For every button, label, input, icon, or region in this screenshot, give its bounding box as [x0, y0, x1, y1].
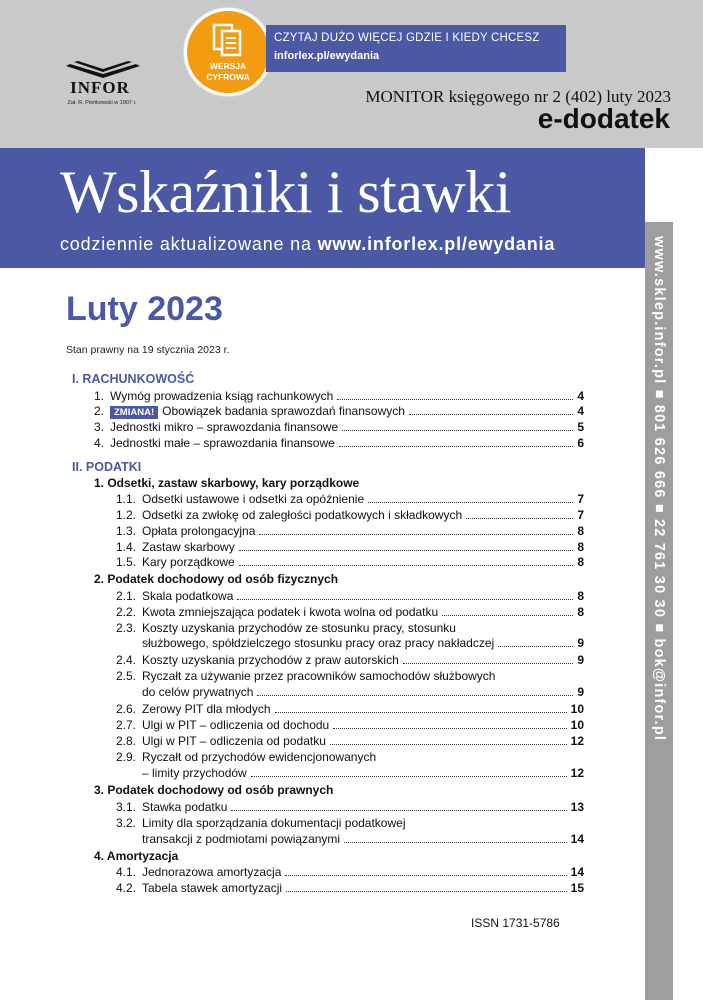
entry-number: 1. [94, 389, 105, 403]
entry-page: 8 [577, 605, 584, 619]
toc-entry[interactable] [116, 540, 584, 555]
entry-title: Skala podatkowa [142, 589, 234, 603]
subtitle-url[interactable]: www.inforlex.pl/ewydania [317, 234, 556, 254]
entry-title-cont: – limity przychodów [142, 766, 247, 780]
entry-number: 2.5. [116, 669, 137, 683]
entry-number: 2.3. [116, 621, 137, 635]
entry-number: 4.2. [116, 881, 137, 895]
entry-page: 7 [577, 508, 584, 522]
entry-page: 10 [570, 718, 584, 732]
entry-title: Wymóg prowadzenia ksiąg rachunkowych [110, 389, 334, 403]
entry-number: 2.2. [116, 605, 137, 619]
promo-headline: CZYTAJ DUŻO WIĘCEJ GDZIE I KIEDY CHCESZ [274, 32, 540, 44]
entry-title: Kary porządkowe [142, 555, 235, 569]
entry-title: Zastaw skarbowy [142, 540, 235, 554]
entry-number: 2.8. [116, 734, 137, 748]
logo-subtext: Zał. R. Pieńkowski w 1907 r. [67, 100, 137, 106]
entry-title-cont: transakcji z podmiotami powiązanymi [142, 832, 341, 846]
entry-number: 2.9. [116, 750, 137, 764]
toc-entry[interactable] [94, 389, 584, 404]
edition-label: e-dodatek [537, 103, 670, 134]
entry-number: 1.2. [116, 508, 137, 522]
issue-info: MONITOR księgowego nr 2 (402) luty 2023 [365, 87, 671, 106]
entry-number: 2.7. [116, 718, 137, 732]
toc-entry[interactable] [142, 685, 584, 700]
toc-entry[interactable] [116, 524, 584, 539]
entry-title: Stawka podatku [142, 800, 228, 814]
badge-line1: WERSJA [209, 61, 247, 71]
entry-page: 6 [577, 436, 584, 450]
dot-leader [409, 413, 573, 415]
toc-entry[interactable] [116, 734, 584, 749]
toc-entry[interactable] [116, 653, 584, 668]
entry-title: Koszty uzyskania przychodów z praw autorskich [142, 653, 399, 667]
page-title: Wskaźniki i stawki [60, 159, 511, 225]
entry-title: Limity dla sporządzania dokumentacji podatkowej [142, 816, 406, 830]
entry-number: 1.3. [116, 524, 137, 538]
entry-page: 15 [570, 881, 584, 895]
entry-page: 7 [577, 492, 584, 506]
change-tag: ZMIANA! [110, 406, 158, 419]
dot-leader [498, 645, 573, 647]
toc-entry-line1[interactable] [116, 669, 495, 684]
entry-number: 2. [94, 404, 105, 418]
dot-leader [251, 775, 567, 777]
entry-title-cont: do celów prywatnych [142, 685, 254, 699]
dot-leader [257, 694, 573, 696]
toc-entry-line1[interactable] [116, 816, 405, 831]
toc-entry[interactable] [116, 555, 584, 570]
entry-number: 2.6. [116, 702, 137, 716]
entry-page: 5 [577, 420, 584, 434]
entry-title: Tabela stawek amortyzacji [142, 881, 283, 895]
entry-number: 2.4. [116, 653, 137, 667]
infor-logo [52, 60, 152, 112]
toc-entry[interactable] [116, 492, 584, 507]
entry-page: 9 [577, 636, 584, 650]
promo-box[interactable] [266, 25, 566, 72]
entry-title: Kwota zmniejszająca podatek i kwota wolna od podatku [142, 605, 439, 619]
dot-leader [337, 398, 573, 400]
side-contact [645, 228, 673, 1000]
toc-entry[interactable] [116, 881, 584, 896]
dot-leader [333, 727, 566, 729]
entry-page: 8 [577, 555, 584, 569]
entry-page: 8 [577, 589, 584, 603]
entry-page: 4 [577, 389, 584, 403]
toc-entry[interactable] [116, 865, 584, 880]
entry-title: Odsetki ustawowe i odsetki za opóźnienie [142, 492, 365, 506]
entry-title: Ryczałt za używanie przez pracowników samochodów służbowych [142, 669, 496, 683]
entry-page: 8 [577, 540, 584, 554]
legal-state-note: Stan prawny na 19 stycznia 2023 r. [66, 344, 230, 356]
entry-number: 1.4. [116, 540, 137, 554]
toc-entry[interactable] [142, 832, 584, 847]
digital-version-badge[interactable] [184, 8, 272, 96]
dot-leader [344, 841, 567, 843]
entry-number: 2.1. [116, 589, 137, 603]
promo-link[interactable]: inforlex.pl/ewydania [274, 50, 380, 62]
entry-number: 3.2. [116, 816, 137, 830]
subsection-heading: 3. Podatek dochodowy od osób prawnych [94, 783, 334, 797]
issn-number: ISSN 1731-5786 [471, 916, 560, 930]
entry-page: 8 [577, 524, 584, 538]
toc-entry[interactable] [94, 436, 584, 451]
entry-number: 3.1. [116, 800, 137, 814]
month-heading: Luty 2023 [66, 290, 223, 328]
dot-leader [237, 598, 573, 600]
entry-title: Ryczałt od przychodów ewidencjonowanych [142, 750, 377, 764]
toc-entry[interactable] [116, 605, 584, 620]
dot-leader [286, 890, 567, 892]
entry-page: 14 [570, 832, 584, 846]
entry-title: Jednorazowa amortyzacja [142, 865, 282, 879]
entry-page: 13 [570, 800, 584, 814]
entry-page: 10 [570, 702, 584, 716]
dot-leader [239, 549, 574, 551]
toc-entry-line1[interactable] [116, 621, 456, 636]
entry-title: Jednostki małe – sprawozdania finansowe [110, 436, 335, 450]
toc-entry[interactable] [142, 636, 584, 651]
logo-text: INFOR [70, 78, 130, 97]
entry-title: Opłata prolongacyjna [142, 524, 256, 538]
document-icon [210, 23, 246, 57]
entry-title: Zerowy PIT dla młodych [142, 702, 271, 716]
dot-leader [403, 662, 574, 664]
toc-entry[interactable] [94, 404, 584, 419]
toc-entry[interactable] [116, 508, 584, 523]
entry-page: 12 [570, 734, 584, 748]
entry-number: 4. [94, 436, 105, 450]
dot-leader [442, 614, 573, 616]
entry-page: 9 [577, 685, 584, 699]
entry-number: 4.1. [116, 865, 137, 879]
entry-number: 3. [94, 420, 105, 434]
entry-number: 1.5. [116, 555, 137, 569]
banner-subtitle [60, 234, 555, 255]
badge-line2: CYFROWA [206, 72, 250, 82]
dot-leader [275, 711, 567, 713]
toc-entry[interactable] [116, 800, 584, 815]
subtitle-prefix: codziennie aktualizowane na [60, 234, 318, 254]
entry-title: Koszty uzyskania przychodów ze stosunku pracy, stosunku [142, 621, 456, 635]
section-heading: II. PODATKI [72, 460, 142, 474]
entry-title: Odsetki za zwłokę od zaległości podatkowych i składkowych [142, 508, 463, 522]
toc-entry[interactable] [116, 589, 584, 604]
entry-title-cont: służbowego, spółdzielczego stosunku pracy oraz pracy nakładczej [142, 636, 495, 650]
dot-leader [368, 501, 573, 503]
entry-title: Jednostki mikro – sprawozdania finansowe [110, 420, 339, 434]
subsection-heading: 1. Odsetki, zastaw skarbowy, kary porządkowe [94, 476, 360, 490]
subsection-heading: 4. Amortyzacja [94, 849, 179, 863]
dot-leader [259, 533, 573, 535]
dot-leader [239, 564, 574, 566]
entry-page: 9 [577, 653, 584, 667]
toc-entry-line1[interactable] [116, 750, 376, 765]
section-heading: I. RACHUNKOWOŚĆ [72, 372, 195, 386]
toc-entry[interactable] [142, 766, 584, 781]
entry-title: Ulgi w PIT – odliczenia od podatku [142, 734, 326, 748]
dot-leader [285, 874, 566, 876]
entry-number: 1.1. [116, 492, 137, 506]
entry-title: Obowiązek badania sprawozdań finansowych [162, 404, 405, 418]
dot-leader [330, 743, 567, 745]
dot-leader [231, 809, 566, 811]
toc-entry[interactable] [116, 702, 584, 717]
entry-title: Ulgi w PIT – odliczenia od dochodu [142, 718, 330, 732]
dot-leader [466, 517, 573, 519]
toc-entry[interactable] [116, 718, 584, 733]
toc-entry[interactable] [94, 420, 584, 435]
dot-leader [339, 445, 574, 447]
entry-page: 4 [577, 404, 584, 418]
entry-page: 12 [570, 766, 584, 780]
dot-leader [342, 429, 573, 431]
subsection-heading: 2. Podatek dochodowy od osób fizycznych [94, 572, 339, 586]
side-contact-text: www.sklep.infor.pl ■ 801 626 666 ■ 22 761 30 30 ■ bok@infor.pl [651, 236, 667, 742]
book-wings-icon [60, 60, 146, 80]
entry-page: 14 [570, 865, 584, 879]
